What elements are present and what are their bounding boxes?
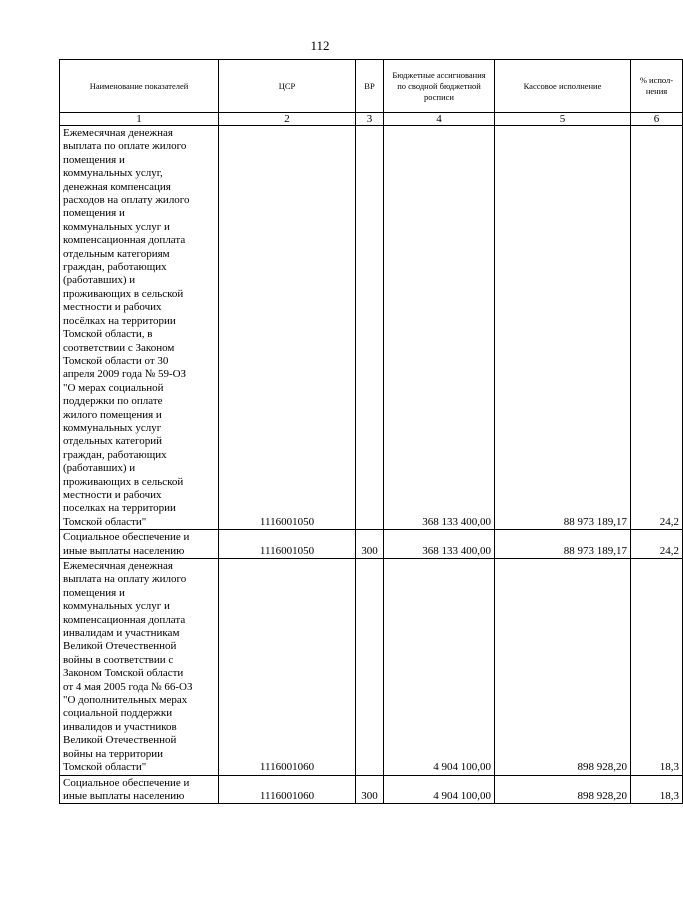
row-name-line: иные выплаты населению <box>63 789 185 802</box>
row-name-line: проживающих в сельской <box>63 287 184 300</box>
row-name-line: Социальное обеспечение и <box>63 531 190 544</box>
table-row <box>60 530 683 559</box>
row-name-cell <box>60 530 219 559</box>
row-name-cell <box>60 775 219 804</box>
row-vr-cell <box>356 126 384 530</box>
row-name-line: помещения и <box>63 586 125 599</box>
row-name-line: Томской области, в <box>63 328 153 341</box>
row-name-line: инвалидам и участникам <box>63 627 180 640</box>
row-name-line: войны на территории <box>63 747 164 760</box>
row-execution-cell: 898 928,20 <box>495 559 631 776</box>
row-name-line: компенсационная доплата <box>63 234 186 247</box>
row-name-line: коммунальных услуг, <box>63 167 163 180</box>
row-name-line: граждан, работающих <box>63 261 167 274</box>
row-name-line: социальной поддержки <box>63 707 173 720</box>
column-header-percent: % испол-нения <box>631 60 683 113</box>
row-name-line: отдельных категорий <box>63 435 163 448</box>
row-name-line: Социальное обеспечение и <box>63 776 190 789</box>
column-number: 1 <box>60 113 219 126</box>
row-name-line: (работавших) и <box>63 462 136 475</box>
column-number-row <box>60 113 683 126</box>
column-number: 5 <box>495 113 631 126</box>
row-name-line: граждан, работающих <box>63 448 167 461</box>
row-name-line: жилого помещения и <box>63 408 162 421</box>
row-name-line: поселках на территории <box>63 502 176 515</box>
row-name-line: коммунальных услуг и <box>63 220 170 233</box>
table-body <box>60 126 683 804</box>
row-name-line: апреля 2009 года № 59-ОЗ <box>63 368 187 381</box>
row-percent-cell: 24,2 <box>631 126 683 530</box>
column-header-vr: ВР <box>356 60 384 113</box>
row-name-cell <box>60 559 219 776</box>
row-name-line: местности и рабочих <box>63 488 162 501</box>
budget-table <box>59 59 683 804</box>
row-percent-cell: 18,3 <box>631 559 683 776</box>
row-name-line: выплата по оплате жилого <box>63 140 187 153</box>
row-execution-cell: 898 928,20 <box>495 775 631 804</box>
column-number: 3 <box>356 113 384 126</box>
column-header-execution: Кассовое исполнение <box>495 60 631 113</box>
row-name-line: иные выплаты населению <box>63 544 185 557</box>
row-percent-cell: 18,3 <box>631 775 683 804</box>
table-row <box>60 775 683 804</box>
row-name-line: посёлках на территории <box>63 314 176 327</box>
column-header-assignations: Бюджетные ассигнования по сводной бюджетной росписи <box>384 60 495 113</box>
row-name-cell <box>60 126 219 530</box>
row-csr-cell: 1116001050 <box>219 530 356 559</box>
column-number: 6 <box>631 113 683 126</box>
row-name-line: от 4 мая 2005 года № 66-ОЗ <box>63 680 193 693</box>
row-execution-cell: 88 973 189,17 <box>495 530 631 559</box>
column-number: 2 <box>219 113 356 126</box>
row-vr-cell <box>356 559 384 776</box>
row-name-line: коммунальных услуг <box>63 421 162 434</box>
row-name-line: коммунальных услуг и <box>63 600 170 613</box>
row-percent-cell: 24,2 <box>631 530 683 559</box>
row-name-line: Томской области" <box>63 761 147 774</box>
row-name-line: выплата на оплату жилого <box>63 573 187 586</box>
row-name-line: инвалидов и участников <box>63 720 177 733</box>
column-number: 4 <box>384 113 495 126</box>
header-row <box>60 60 683 113</box>
row-assignations-cell: 4 904 100,00 <box>384 559 495 776</box>
row-name-line: проживающих в сельской <box>63 475 184 488</box>
row-csr-cell: 1116001060 <box>219 559 356 776</box>
row-name-line: поддержки по оплате <box>63 395 163 408</box>
row-assignations-cell: 4 904 100,00 <box>384 775 495 804</box>
row-name-line: Великой Отечественной <box>63 640 177 653</box>
row-name-line: помещения и <box>63 207 125 220</box>
row-assignations-cell: 368 133 400,00 <box>384 126 495 530</box>
row-vr-cell: 300 <box>356 530 384 559</box>
row-name-line: "О мерах социальной <box>63 381 164 394</box>
row-execution-cell: 88 973 189,17 <box>495 126 631 530</box>
row-name-line: Томской области от 30 <box>63 354 169 367</box>
row-name-line: помещения и <box>63 153 125 166</box>
row-name-line: Томской области" <box>63 515 147 528</box>
row-name-line: (работавших) и <box>63 274 136 287</box>
row-name-line: денежная компенсация <box>63 180 171 193</box>
row-vr-cell: 300 <box>356 775 384 804</box>
row-csr-cell: 1116001060 <box>219 775 356 804</box>
column-header-csr: ЦСР <box>219 60 356 113</box>
table-row <box>60 126 683 530</box>
page-number: 112 <box>310 38 330 53</box>
row-name-line: компенсационная доплата <box>63 613 186 626</box>
row-name-line: Ежемесячная денежная <box>63 127 173 139</box>
column-header-name: Наименование показателей <box>60 60 219 113</box>
row-name-line: расходов на оплату жилого <box>63 194 190 207</box>
row-name-line: соответствии с Законом <box>63 341 175 354</box>
row-name-line: Законом Томской области <box>63 667 184 680</box>
row-csr-cell: 1116001050 <box>219 126 356 530</box>
row-name-line: Ежемесячная денежная <box>63 560 173 572</box>
row-assignations-cell: 368 133 400,00 <box>384 530 495 559</box>
row-name-line: "О дополнительных мерах <box>63 694 188 707</box>
row-name-line: войны в соответствии с <box>63 653 174 666</box>
row-name-line: местности и рабочих <box>63 301 162 314</box>
table-row <box>60 559 683 776</box>
row-name-line: Великой Отечественной <box>63 734 177 747</box>
row-name-line: отдельным категориям <box>63 247 170 260</box>
